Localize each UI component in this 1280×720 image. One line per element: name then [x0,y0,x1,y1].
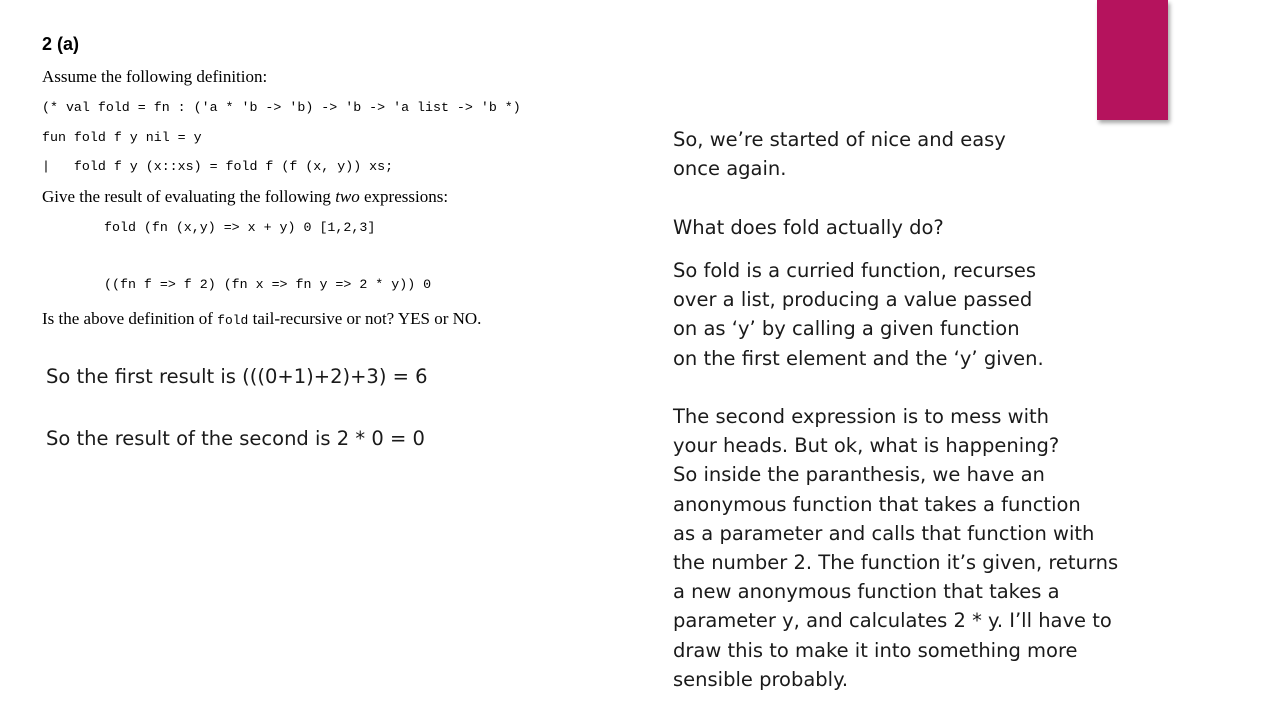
code-line-type-comment: (* val fold = fn : ('a * 'b -> 'b) -> 'b -> 'a list -> 'b *) [42,100,521,115]
commentary-intro [673,125,1006,183]
commentary-line: once again. [673,157,787,181]
code-line-base-case: fun fold f y nil = y [42,130,202,145]
commentary-line: So fold is a curried function, recurses [673,259,1037,282]
tail-text-before: Is the above definition of [42,309,218,328]
commentary-line: anonymous function that takes a function [673,492,1081,516]
commentary-line: on the first element and the ‘y’ given. [673,346,1044,370]
commentary-second-expression [673,402,1118,694]
commentary-line: your heads. But ok, what is happening? [673,434,1060,458]
tail-recursion-question [42,309,481,329]
answer-second: So the result of the second is 2 * 0 = 0 [46,427,425,450]
question-prompt [42,187,448,207]
question-heading: 2 (a) [42,34,80,54]
commentary-line: the number 2. The function it’s given, returns [673,551,1119,575]
commentary-line: So, we’re started of nice and easy [673,128,1006,151]
commentary-line: The second expression is to mess with [673,405,1050,428]
commentary-line: So inside the paranthesis, we have an [673,463,1045,487]
prompt-text-before: Give the result of evaluating the following [42,187,336,206]
prompt-text-after: expressions: [359,187,449,206]
commentary-line: What does fold actually do? [673,216,944,239]
commentary-question [673,213,944,242]
expression-1: fold (fn (x,y) => x + y) 0 [1,2,3] [104,220,376,235]
commentary-line: on as ‘y’ by calling a given function [673,317,1020,341]
commentary-line: over a list, producing a value passed [673,288,1033,312]
commentary-line: as a parameter and calls that function with [673,521,1095,545]
answer-first: So the first result is (((0+1)+2)+3) = 6 [46,365,428,388]
expression-2: ((fn f => f 2) (fn x => fn y => 2 * y)) 0 [104,277,432,292]
commentary-line: parameter y, and calculates 2 * y. I’ll have to [673,609,1112,633]
commentary-fold-explanation [673,256,1044,373]
prompt-emphasis: two [335,187,360,206]
commentary-line: draw this to make it into something more [673,638,1078,662]
accent-bar [1097,0,1168,120]
tail-inline-code: fold [217,313,249,328]
code-line-recursive-case: | fold f y (x::xs) = fold f (f (x, y)) xs; [42,159,394,174]
tail-text-after: tail-recursive or not? YES or NO. [248,309,482,328]
question-intro: Assume the following definition: [42,67,268,86]
commentary-line: a new anonymous function that takes a [673,580,1060,604]
commentary-line: sensible probably. [673,667,849,691]
